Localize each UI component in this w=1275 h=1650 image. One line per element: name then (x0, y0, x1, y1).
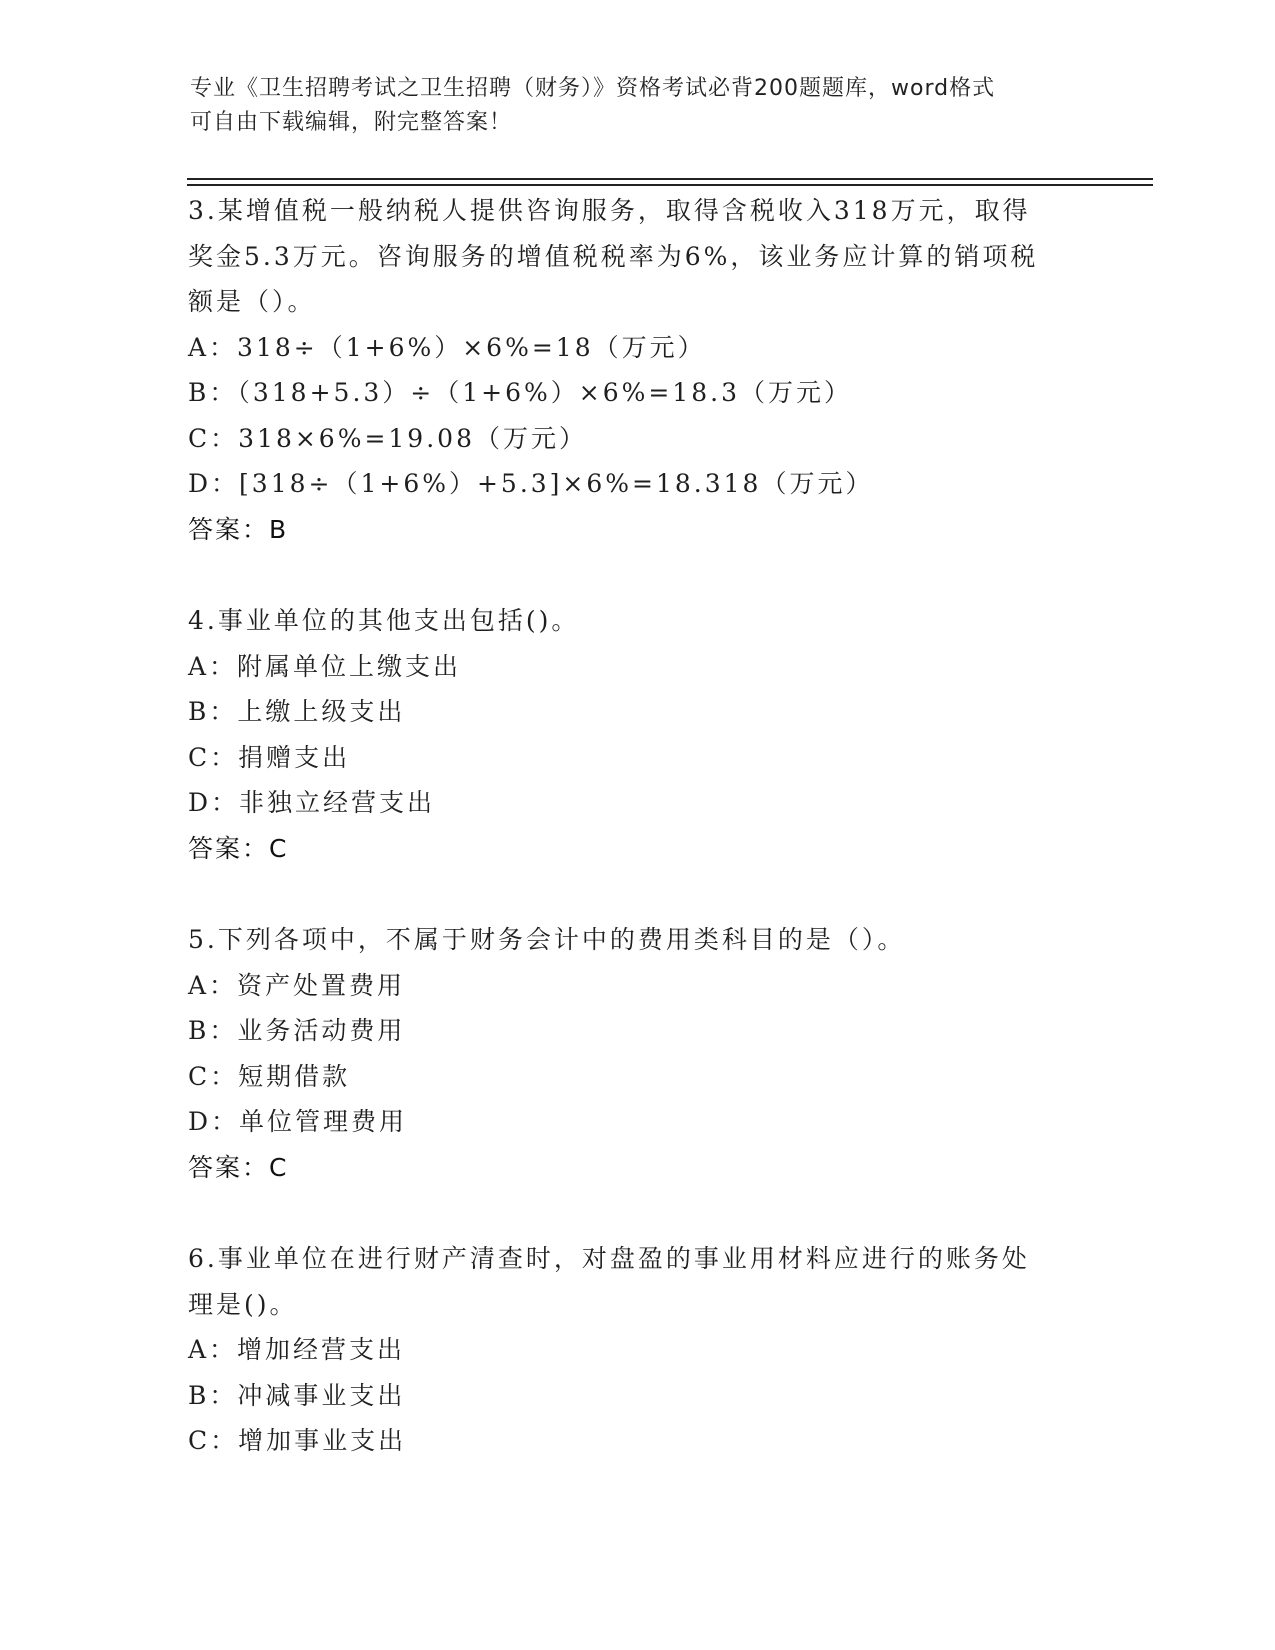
question-stem-line: 5.下列各项中，不属于财务会计中的费用类科目的是（）。 (188, 925, 906, 954)
option-d: D：非独立经营支出 (188, 788, 436, 817)
question-stem-line: 奖金5.3万元。咨询服务的增值税税率为6%，该业务应计算的销项税 (188, 241, 1039, 271)
option-a: A：附属单位上缴支出 (188, 651, 462, 681)
question-3 (188, 188, 1088, 552)
option-b: B：冲减事业支出 (188, 1380, 406, 1410)
option-b: B：业务活动费用 (188, 1016, 406, 1045)
option-d: D：[318÷（1+6%）+5.3]×6%=18.318（万元） (188, 469, 874, 498)
answer-label: 答案：B (188, 514, 289, 544)
question-stem-line: 额是（）。 (188, 287, 316, 316)
header-divider-bottom (187, 184, 1153, 186)
question-list (188, 188, 1088, 1510)
header-divider-top (187, 178, 1153, 180)
option-a: A：资产处置费用 (188, 970, 406, 1000)
question-4 (188, 598, 1088, 871)
answer-label: 答案：C (188, 833, 289, 863)
option-c: C：增加事业支出 (188, 1426, 407, 1455)
question-stem-line: 4.事业单位的其他支出包括()。 (188, 606, 580, 635)
option-c: C：短期借款 (188, 1061, 351, 1091)
option-a: A：增加经营支出 (188, 1335, 406, 1364)
document-header (190, 72, 1070, 140)
option-b: B：上缴上级支出 (188, 697, 406, 726)
option-c: C：318×6%=19.08（万元） (188, 423, 587, 453)
question-stem-line: 6.事业单位在进行财产清查时，对盘盈的事业用材料应进行的账务处 (188, 1244, 1030, 1273)
option-c: C：捐赠支出 (188, 742, 351, 772)
question-6 (188, 1236, 1088, 1464)
header-line-1: 专业《卫生招聘考试之卫生招聘（财务）》资格考试必背200题题库，word格式 (190, 76, 996, 101)
option-b: B：（318+5.3）÷（1+6%）×6%=18.3（万元） (188, 378, 852, 407)
header-line-2: 可自由下载编辑，附完整答案！ (190, 110, 513, 135)
question-stem-line: 3.某增值税一般纳税人提供咨询服务，取得含税收入318万元，取得 (188, 196, 1031, 225)
answer-label: 答案：C (188, 1152, 289, 1182)
option-d: D：单位管理费用 (188, 1107, 408, 1136)
option-a: A：318÷（1+6%）×6%=18（万元） (188, 332, 706, 362)
question-stem-line: 理是()。 (188, 1289, 298, 1319)
question-5 (188, 917, 1088, 1190)
